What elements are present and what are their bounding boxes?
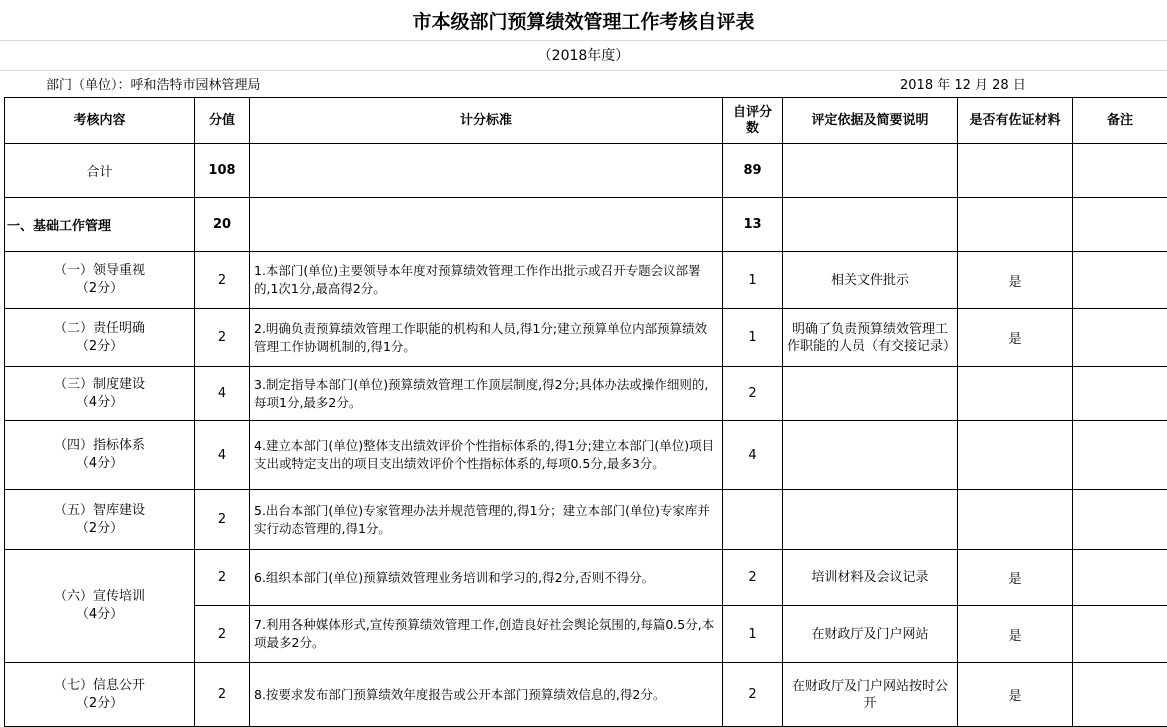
basis-cell[interactable]: [783, 490, 958, 550]
score-cell[interactable]: 2: [195, 490, 250, 550]
cell[interactable]: [1073, 198, 1167, 252]
criteria-cell[interactable]: 4.建立本部门(单位)整体支出绩效评价个性指标体系的,得1分;建立本部门(单位)项目支出或特定支出的项目支出绩效评价个性指标体系的,每项0.5分,最多3分。: [250, 421, 723, 490]
item-cell[interactable]: [5, 550, 195, 663]
col-header-criteria: 计分标准: [250, 98, 723, 144]
table-row: [5, 550, 1167, 606]
self-score-cell[interactable]: [723, 490, 783, 550]
basis-cell[interactable]: [783, 367, 958, 421]
basis-cell[interactable]: 明确了负责预算绩效管理工作职能的人员（有交接记录）: [783, 309, 958, 367]
section-row: [5, 198, 1167, 252]
remarks-cell[interactable]: [1073, 421, 1167, 490]
item-cell[interactable]: [5, 309, 195, 367]
evidence-cell[interactable]: 是: [958, 606, 1073, 663]
score-cell[interactable]: 2: [195, 309, 250, 367]
self-score-cell[interactable]: 1: [723, 252, 783, 309]
self-score-cell[interactable]: 2: [723, 550, 783, 606]
item-cell[interactable]: [5, 421, 195, 490]
item-points: （4分）: [9, 455, 190, 473]
evidence-cell[interactable]: [958, 367, 1073, 421]
remarks-cell[interactable]: [1073, 252, 1167, 309]
total-label[interactable]: 合计: [5, 144, 195, 198]
item-points: （2分）: [9, 695, 190, 713]
department-label: 部门（单位）：呼和浩特市园林管理局: [46, 70, 261, 96]
evidence-cell[interactable]: 是: [958, 663, 1073, 727]
table-row: [5, 421, 1167, 490]
item-points: （4分）: [9, 606, 190, 624]
remarks-cell[interactable]: [1073, 490, 1167, 550]
item-name: （七）信息公开: [9, 677, 190, 695]
remarks-cell[interactable]: [1073, 606, 1167, 663]
fiscal-year: （2018年度）: [0, 40, 1167, 70]
item-name: （一）领导重视: [9, 262, 190, 280]
col-header-score: 分值: [195, 98, 250, 144]
assessment-table: [4, 97, 1167, 727]
item-name: （四）指标体系: [9, 437, 190, 455]
remarks-cell[interactable]: [1073, 663, 1167, 727]
cell[interactable]: [783, 144, 958, 198]
criteria-cell[interactable]: 5.出台本部门(单位)专家管理办法并规范管理的,得1分；建立本部门(单位)专家库并实行动态管理的,得1分。: [250, 490, 723, 550]
self-score-cell[interactable]: 2: [723, 367, 783, 421]
table-row: [5, 490, 1167, 550]
basis-cell[interactable]: 相关文件批示: [783, 252, 958, 309]
col-header-evidence: 是否有佐证材料: [958, 98, 1073, 144]
table-row: [5, 367, 1167, 421]
criteria-cell[interactable]: 2.明确负责预算绩效管理工作职能的机构和人员,得1分;建立预算单位内部预算绩效管理工作协调机制的,得1分。: [250, 309, 723, 367]
col-header-self-score: 自评分数: [723, 98, 783, 144]
cell[interactable]: [250, 198, 723, 252]
self-score-cell[interactable]: 1: [723, 309, 783, 367]
score-cell[interactable]: 2: [195, 550, 250, 606]
item-cell[interactable]: [5, 663, 195, 727]
item-cell[interactable]: [5, 490, 195, 550]
evidence-cell[interactable]: [958, 421, 1073, 490]
section-label[interactable]: 一、基础工作管理: [5, 198, 195, 252]
item-points: （2分）: [9, 280, 190, 298]
criteria-cell[interactable]: 1.本部门(单位)主要领导本年度对预算绩效管理工作作出批示或召开专题会议部署的,1次1分,最高得2分。: [250, 252, 723, 309]
cell[interactable]: [783, 198, 958, 252]
evidence-cell[interactable]: 是: [958, 550, 1073, 606]
cell[interactable]: [958, 198, 1073, 252]
item-name: （三）制度建设: [9, 376, 190, 394]
criteria-cell[interactable]: 7.利用各种媒体形式,宣传预算绩效管理工作,创造良好社会舆论氛围的,每篇0.5分,本项最多2分。: [250, 606, 723, 663]
sheet-title: 市本级部门预算绩效管理工作考核自评表: [0, 0, 1167, 40]
table-row: [5, 309, 1167, 367]
section-score[interactable]: 20: [195, 198, 250, 252]
cell[interactable]: [958, 144, 1073, 198]
cell[interactable]: [1073, 144, 1167, 198]
remarks-cell[interactable]: [1073, 367, 1167, 421]
section-self-score[interactable]: 13: [723, 198, 783, 252]
item-points: （4分）: [9, 394, 190, 412]
basis-cell[interactable]: [783, 421, 958, 490]
self-score-cell[interactable]: 1: [723, 606, 783, 663]
evidence-cell[interactable]: 是: [958, 252, 1073, 309]
item-points: （2分）: [9, 338, 190, 356]
self-score-cell[interactable]: 2: [723, 663, 783, 727]
evidence-cell[interactable]: [958, 490, 1073, 550]
total-score[interactable]: 108: [195, 144, 250, 198]
score-cell[interactable]: 2: [195, 663, 250, 727]
total-self-score[interactable]: 89: [723, 144, 783, 198]
cell[interactable]: [250, 144, 723, 198]
item-points: （2分）: [9, 520, 190, 538]
self-score-cell[interactable]: 4: [723, 421, 783, 490]
report-date: 2018 年 12 月 28 日: [900, 70, 1026, 96]
remarks-cell[interactable]: [1073, 550, 1167, 606]
score-cell[interactable]: 2: [195, 252, 250, 309]
item-cell[interactable]: [5, 367, 195, 421]
basis-cell[interactable]: 培训材料及会议记录: [783, 550, 958, 606]
col-header-basis: 评定依据及简要说明: [783, 98, 958, 144]
table-row: [5, 252, 1167, 309]
criteria-cell[interactable]: 6.组织本部门(单位)预算绩效管理业务培训和学习的,得2分,否则不得分。: [250, 550, 723, 606]
basis-cell[interactable]: 在财政厅及门户网站: [783, 606, 958, 663]
evidence-cell[interactable]: 是: [958, 309, 1073, 367]
item-cell[interactable]: [5, 252, 195, 309]
basis-cell[interactable]: 在财政厅及门户网站按时公开: [783, 663, 958, 727]
score-cell[interactable]: 2: [195, 606, 250, 663]
col-header-item: 考核内容: [5, 98, 195, 144]
table-row: [5, 663, 1167, 727]
total-row: [5, 144, 1167, 198]
header-row: [5, 98, 1167, 144]
score-cell[interactable]: 4: [195, 367, 250, 421]
score-cell[interactable]: 4: [195, 421, 250, 490]
item-name: （六）宣传培训: [9, 588, 190, 606]
item-name: （二）责任明确: [9, 320, 190, 338]
criteria-cell[interactable]: 3.制定指导本部门(单位)预算绩效管理工作顶层制度,得2分;具体办法或操作细则的,每项1分,最多2分。: [250, 367, 723, 421]
item-name: （五）智库建设: [9, 502, 190, 520]
remarks-cell[interactable]: [1073, 309, 1167, 367]
criteria-cell[interactable]: 8.按要求发布部门预算绩效年度报告或公开本部门预算绩效信息的,得2分。: [250, 663, 723, 727]
col-header-remarks: 备注: [1073, 98, 1167, 144]
